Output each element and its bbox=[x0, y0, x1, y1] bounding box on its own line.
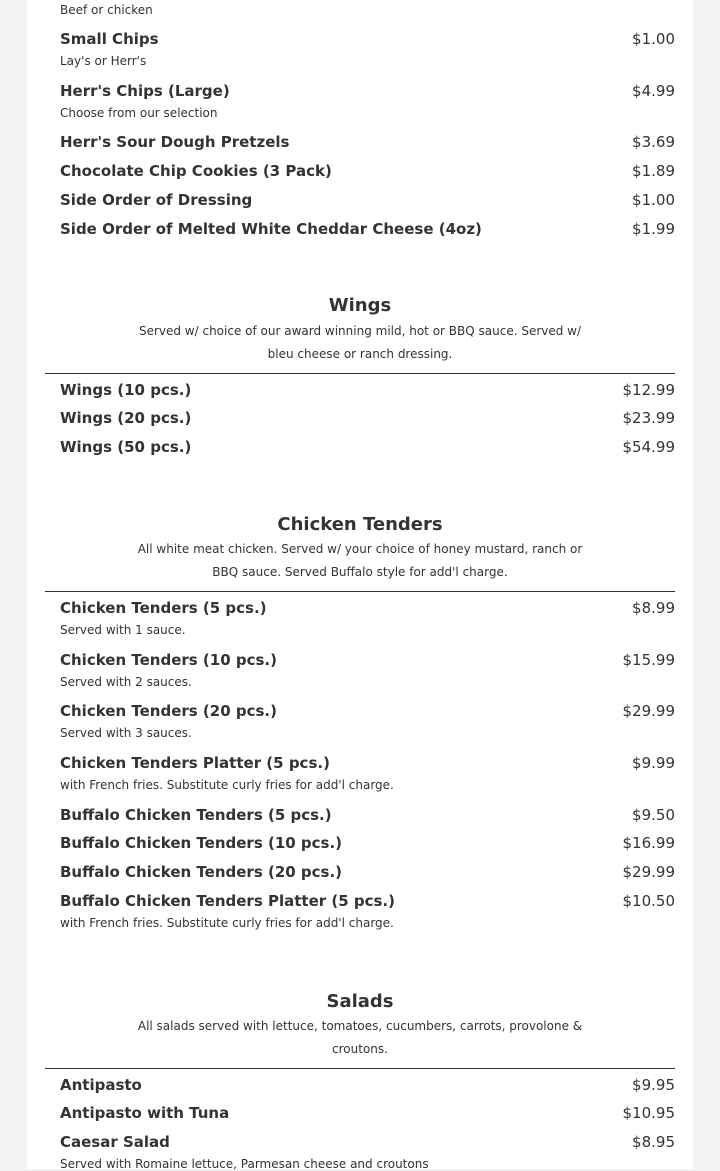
item-price: $29.99 bbox=[622, 863, 675, 881]
item-price: $1.89 bbox=[632, 162, 675, 180]
item-price: $9.99 bbox=[632, 754, 675, 772]
item-description: with French fries. Substitute curly fries for add'l charge. bbox=[60, 916, 394, 930]
item-price: $23.99 bbox=[622, 409, 675, 427]
item-description: with French fries. Substitute curly fries for add'l charge. bbox=[60, 778, 394, 792]
item-name: Antipasto with Tuna bbox=[60, 1104, 230, 1122]
item-name: Chicken Tenders (5 pcs.) bbox=[60, 599, 267, 617]
item-description: Lay's or Herr's bbox=[60, 54, 147, 68]
category-description-wings: Served w/ choice of our award winning mild, hot or BBQ sauce. Served w/ bleu cheese or ranch dressing. bbox=[138, 324, 582, 361]
category-description-salads: All salads served with lettuce, tomatoes, cucumbers, carrots, provolone & croutons. bbox=[137, 1019, 583, 1056]
item-price: $29.99 bbox=[622, 702, 675, 720]
item-price: $54.99 bbox=[622, 438, 675, 456]
item-price: $4.99 bbox=[632, 82, 675, 100]
item-name: Wings (10 pcs.) bbox=[60, 381, 192, 399]
category-title-chicken-tenders: Chicken Tenders bbox=[277, 514, 443, 535]
item-price: $9.50 bbox=[632, 806, 675, 824]
item-price: $10.50 bbox=[622, 892, 675, 910]
item-name: Chicken Tenders Platter (5 pcs.) bbox=[60, 754, 330, 772]
item-description: Served with 2 sauces. bbox=[60, 675, 192, 689]
item-name: Caesar Salad bbox=[60, 1133, 170, 1151]
item-name: Buffalo Chicken Tenders Platter (5 pcs.) bbox=[60, 892, 395, 910]
category-title-salads: Salads bbox=[326, 991, 394, 1012]
item-description: Beef or chicken bbox=[60, 3, 153, 17]
item-name: Side Order of Melted White Cheddar Cheese (4oz) bbox=[60, 220, 482, 238]
item-name: Wings (20 pcs.) bbox=[60, 409, 192, 427]
item-price: $15.99 bbox=[622, 651, 675, 669]
item-price: $8.95 bbox=[632, 1133, 675, 1151]
item-price: $1.00 bbox=[632, 30, 675, 48]
category-description-chicken-tenders: All white meat chicken. Served w/ your choice of honey mustard, ranch or BBQ sauce. Served Buffalo style for add'l charge. bbox=[137, 542, 583, 579]
item-price: $1.99 bbox=[632, 220, 675, 238]
item-price: $8.99 bbox=[632, 599, 675, 617]
menu-page bbox=[27, 0, 693, 1169]
category-divider bbox=[45, 373, 675, 374]
item-name: Chicken Tenders (20 pcs.) bbox=[60, 702, 277, 720]
item-name: Buffalo Chicken Tenders (10 pcs.) bbox=[60, 834, 343, 852]
category-divider bbox=[45, 1068, 675, 1069]
category-title-wings: Wings bbox=[328, 295, 392, 316]
item-name: Buffalo Chicken Tenders (20 pcs.) bbox=[60, 863, 343, 881]
item-name: Antipasto bbox=[60, 1076, 142, 1094]
item-name: Chicken Tenders (10 pcs.) bbox=[60, 651, 277, 669]
item-name: Wings (50 pcs.) bbox=[60, 438, 192, 456]
item-name: Herr's Sour Dough Pretzels bbox=[60, 133, 290, 151]
item-description: Choose from our selection bbox=[60, 106, 218, 120]
item-name: Buffalo Chicken Tenders (5 pcs.) bbox=[60, 806, 332, 824]
item-price: $10.95 bbox=[622, 1104, 675, 1122]
item-description: Served with 1 sauce. bbox=[60, 623, 186, 637]
item-description: Served with 3 sauces. bbox=[60, 726, 192, 740]
item-name: Herr's Chips (Large) bbox=[60, 82, 230, 100]
item-name: Side Order of Dressing bbox=[60, 191, 253, 209]
item-price: $9.95 bbox=[632, 1076, 675, 1094]
item-price: $1.00 bbox=[632, 191, 675, 209]
item-price: $3.69 bbox=[632, 133, 675, 151]
item-description: Served with Romaine lettuce, Parmesan cheese and croutons bbox=[60, 1157, 429, 1171]
item-price: $12.99 bbox=[622, 381, 675, 399]
item-name: Small Chips bbox=[60, 30, 159, 48]
item-price: $16.99 bbox=[622, 834, 675, 852]
category-divider bbox=[45, 591, 675, 592]
item-name: Chocolate Chip Cookies (3 Pack) bbox=[60, 162, 332, 180]
